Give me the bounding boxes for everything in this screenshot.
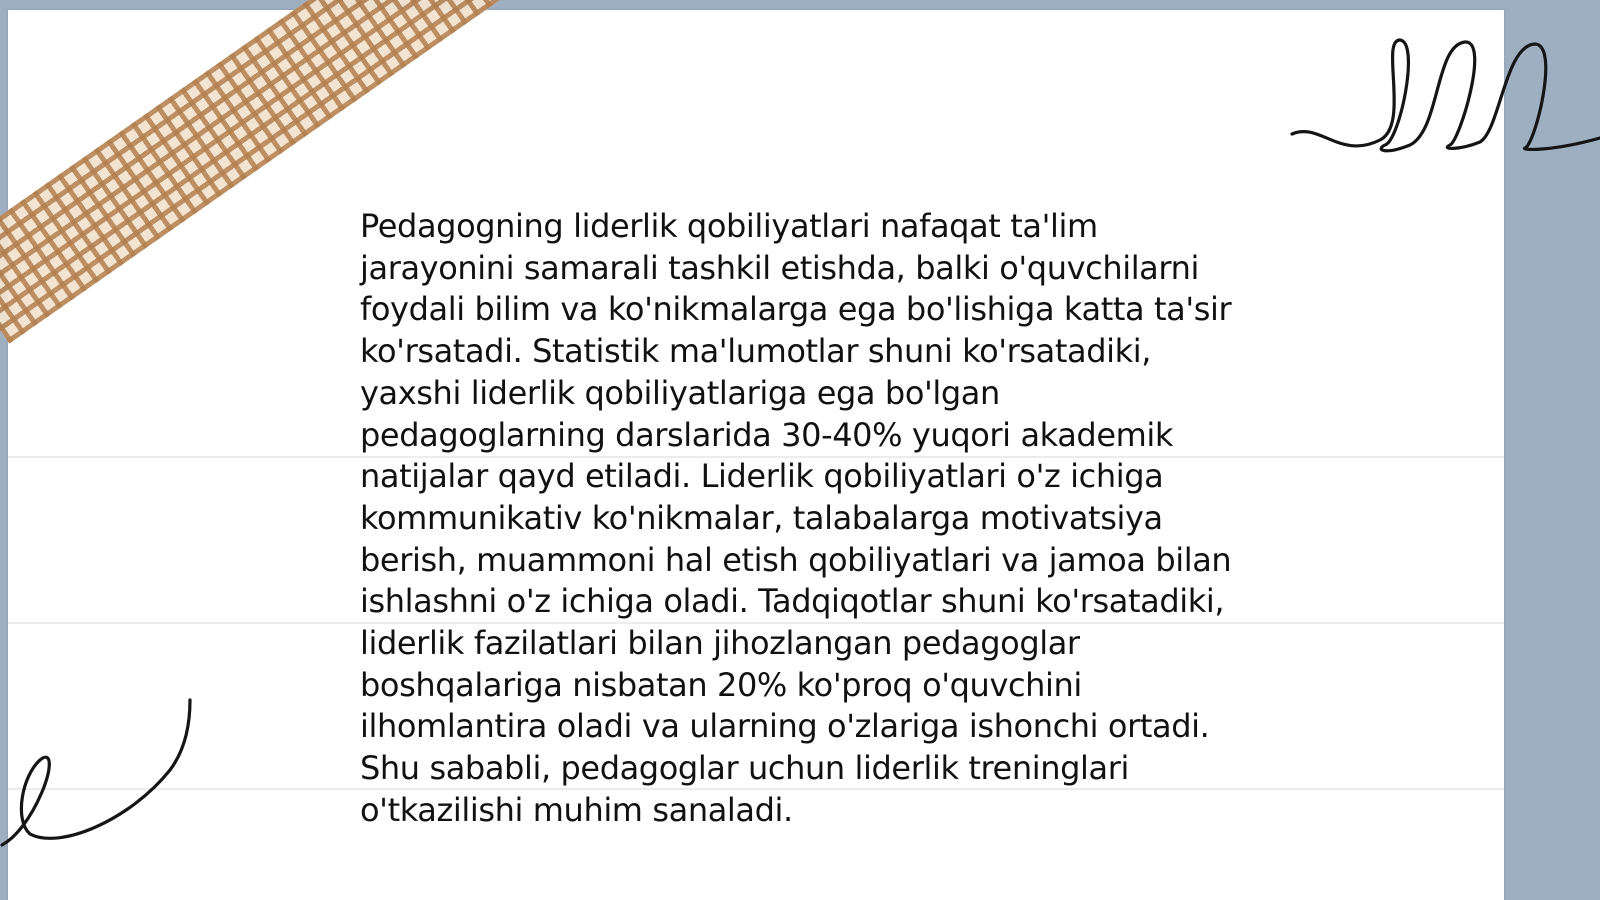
loop-scribble-icon [1290,30,1600,160]
swoosh-scribble-icon [0,700,200,850]
body-paragraph: Pedagogning liderlik qobiliyatlari nafaqat ta'lim jarayonini samarali tashkil etishda, balki o'quvchilarni foydali bilim va ko'nikmalarga ega bo'lishiga katta ta'sir ko'rsatadi. Statistik ma'lumotlar shuni ko'rsatadiki, yaxshi liderlik qobiliyatlariga ega bo'lgan pedagoglarning darslarida 30-40% yuqori akademik natijalar qayd etiladi. Liderlik qobiliyatlari o'z ichiga kommunikativ ko'nikmalar, talabalarga motivatsiya berish, muammoni hal etish qobiliyatlari va jamoa bilan ishlashni o'z ichiga oladi. Tadqiqotlar shuni ko'rsatadiki, liderlik fazilatlari bilan jihozlangan pedagoglar boshqalariga nisbatan 20% ko'proq o'quvchini ilhomlantira oladi va ularning o'zlariga ishonchi ortadi. Shu sababli, pedagoglar uchun liderlik treninglari o'tkazilishi muhim sanaladi. [360,207,1232,829]
